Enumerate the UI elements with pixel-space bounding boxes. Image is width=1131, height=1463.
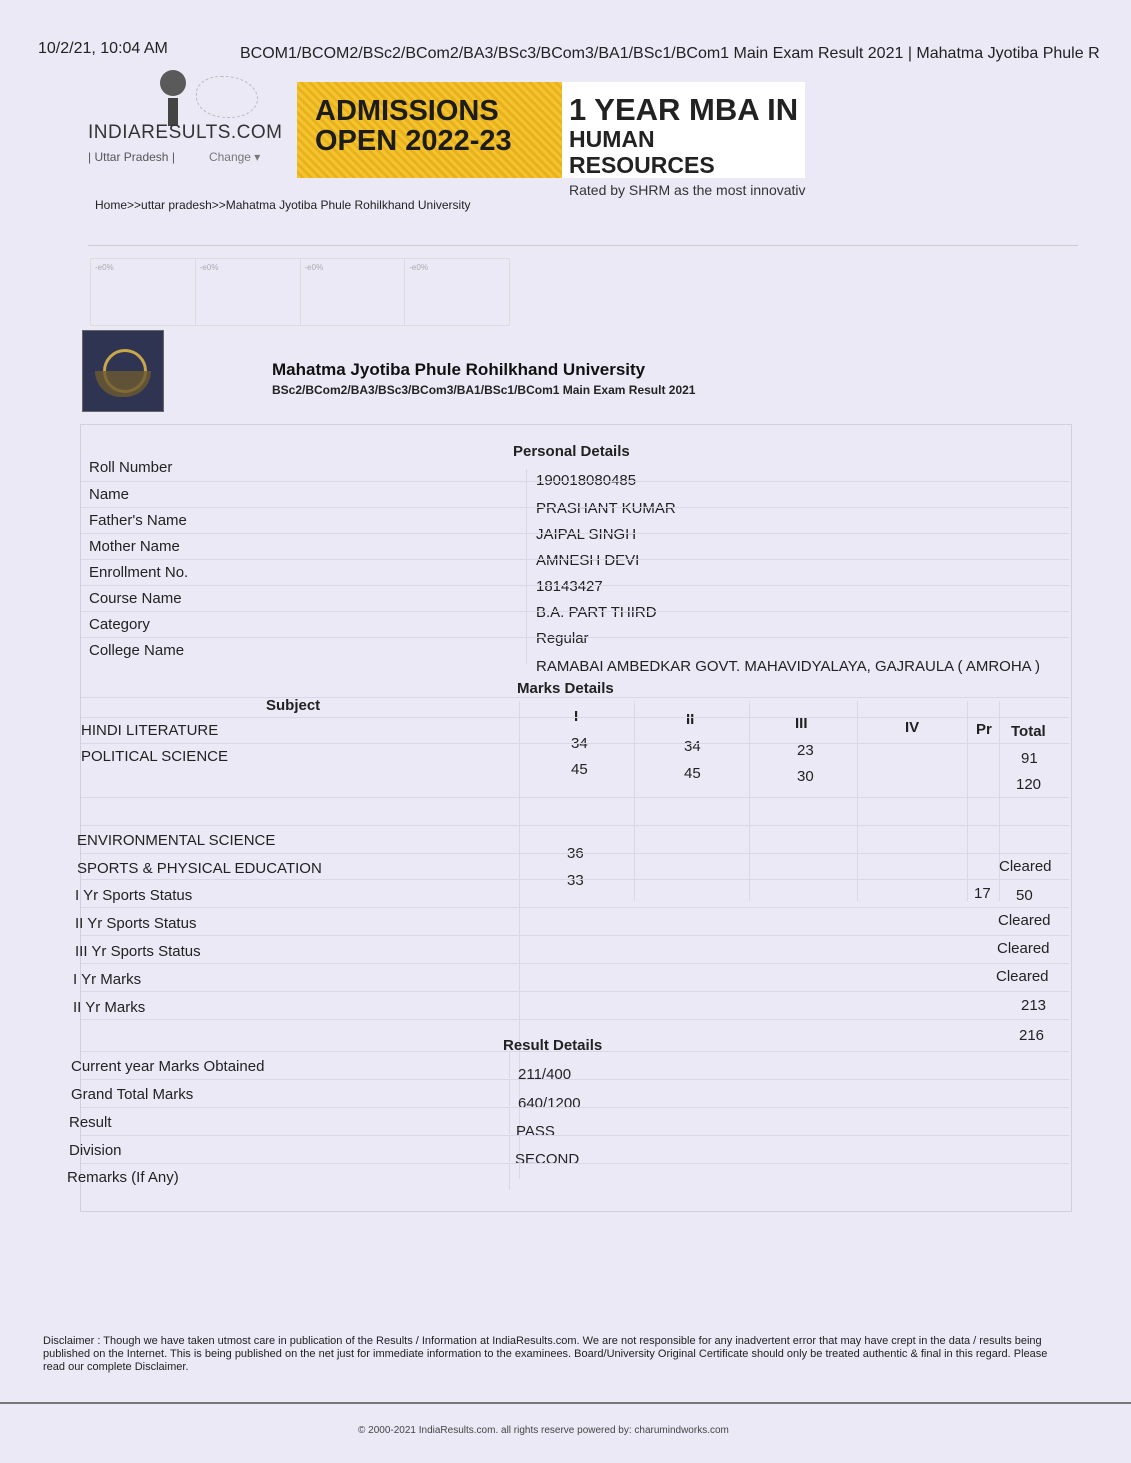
result-row bbox=[71, 1079, 1069, 1112]
value-cell bbox=[509, 1108, 1053, 1134]
detail-value: Regular bbox=[536, 630, 589, 647]
ad-tile[interactable]: -e0% bbox=[91, 259, 196, 325]
print-datetime: 10/2/21, 10:04 AM bbox=[38, 40, 168, 57]
result-label: Remarks (If Any) bbox=[67, 1169, 179, 1186]
state-selector bbox=[88, 150, 260, 164]
detail-value: RAMABAI AMBEDKAR GOVT. MAHAVIDYALAYA, GAJRAULA ( AMROHA ) bbox=[536, 658, 1041, 675]
detail-value: JAIPAL SINGH bbox=[536, 526, 637, 543]
detail-label: Roll Number bbox=[89, 459, 173, 476]
result-row bbox=[69, 1135, 1069, 1168]
empty-row bbox=[81, 797, 1069, 824]
header-pr: Pr bbox=[976, 721, 992, 738]
seal-hands-icon bbox=[95, 371, 151, 397]
detail-value: AMNESH DEVI bbox=[536, 552, 640, 569]
mark-total: Cleared bbox=[999, 858, 1052, 875]
mark-total: 91 bbox=[1021, 750, 1038, 767]
subject-name: SPORTS & PHYSICAL EDUCATION bbox=[77, 860, 322, 877]
detail-row bbox=[81, 559, 1069, 595]
detail-row bbox=[81, 507, 1069, 543]
exam-name: BSc2/BCom2/BA3/BSc3/BCom3/BA1/BSc1/BCom1 Main Exam Result 2021 bbox=[272, 383, 696, 397]
result-row bbox=[67, 1163, 1069, 1190]
logo-dot-icon bbox=[160, 70, 186, 96]
result-details-heading: Result Details bbox=[503, 1037, 603, 1054]
print-page-title: BCOM1/BCOM2/BSc2/BCom2/BA3/BSc3/BCom3/BA1/BSc1/BCom1 Main Exam Result 2021 | Mahatma Jyotiba Phule R bbox=[240, 45, 1100, 62]
banner-line2: OPEN 2022-23 bbox=[315, 125, 512, 157]
banner-admissions-panel bbox=[297, 82, 562, 178]
detail-label: Mother Name bbox=[89, 538, 180, 555]
detail-value: PRASHANT KUMAR bbox=[536, 500, 676, 517]
header-total: Total bbox=[1011, 723, 1046, 740]
status-row bbox=[73, 991, 1069, 1018]
result-value: PASS bbox=[516, 1123, 555, 1140]
footer-copyright: © 2000-2021 IndiaResults.com. all rights reserve powered by: charumindworks.com bbox=[358, 1425, 729, 1436]
detail-row bbox=[81, 611, 1069, 647]
detail-label: Course Name bbox=[89, 590, 182, 607]
personal-details-heading: Personal Details bbox=[513, 443, 630, 460]
status-row bbox=[73, 963, 1069, 990]
subject-name: POLITICAL SCIENCE bbox=[81, 748, 228, 765]
ad-tile[interactable]: -e0% bbox=[301, 259, 406, 325]
value-cell bbox=[509, 1136, 1053, 1162]
mark-ii: 45 bbox=[684, 765, 701, 782]
detail-row bbox=[81, 533, 1069, 569]
detail-value: 190018080485 bbox=[536, 472, 637, 489]
logo-text: INDIARESULTS.COM bbox=[88, 122, 283, 143]
banner-mba-panel bbox=[569, 94, 806, 198]
mark-i: 45 bbox=[571, 761, 588, 778]
breadcrumb[interactable]: Home>>uttar pradesh>>Mahatma Jyotiba Phule Rohilkhand University bbox=[95, 198, 471, 212]
status-label: III Yr Sports Status bbox=[75, 943, 201, 960]
mark-iii: 30 bbox=[797, 768, 814, 785]
uttar-pradesh-map-icon bbox=[196, 76, 258, 118]
mark-total: 50 bbox=[1016, 887, 1033, 904]
detail-row bbox=[81, 455, 1069, 489]
status-row bbox=[75, 907, 1069, 934]
mark-i: 33 bbox=[567, 872, 584, 889]
detail-label: Enrollment No. bbox=[89, 564, 189, 581]
marks-details-heading: Marks Details bbox=[517, 680, 614, 697]
header-i: I bbox=[574, 708, 579, 725]
value-cell bbox=[526, 612, 1070, 638]
status-value: 216 bbox=[1019, 1027, 1045, 1044]
result-value: 211/400 bbox=[518, 1066, 572, 1083]
header-subject: Subject bbox=[266, 697, 321, 714]
ad-tiles-row[interactable] bbox=[90, 258, 510, 326]
value-cell bbox=[509, 1164, 1053, 1190]
ad-tile[interactable]: -e0% bbox=[409, 263, 428, 272]
header-iii: III bbox=[795, 715, 808, 732]
status-value: Cleared bbox=[998, 912, 1051, 929]
status-value: Cleared bbox=[997, 940, 1050, 957]
header-ii: II bbox=[686, 711, 695, 728]
result-row bbox=[71, 1051, 1069, 1083]
detail-row bbox=[81, 637, 1069, 675]
banner-tagline: Rated by SHRM as the most innovativ bbox=[569, 182, 806, 198]
result-label: Division bbox=[69, 1142, 122, 1159]
mark-i: 34 bbox=[571, 735, 588, 752]
value-cell bbox=[509, 1052, 1053, 1078]
subject-name: ENVIRONMENTAL SCIENCE bbox=[77, 832, 276, 849]
result-label: Grand Total Marks bbox=[71, 1086, 194, 1103]
footer-divider bbox=[0, 1402, 1131, 1404]
header-iv: IV bbox=[905, 719, 920, 736]
status-value: 213 bbox=[1021, 997, 1047, 1014]
status-label: I Yr Sports Status bbox=[75, 887, 193, 904]
ad-banner[interactable] bbox=[297, 82, 806, 198]
detail-label: Father's Name bbox=[89, 512, 187, 529]
disclaimer: Disclaimer : Though we have taken utmost care in publication of the Results / Information at IndiaResults.com. We are not responsible for any inadvertent error that may have crept in the data / results being published on the Internet. This is being published on the net just for immediate information to the examinees. Board/University Original Certificate should only be treated authentic & final in this regard. Please read our complete Disclaimer. bbox=[43, 1335, 1048, 1373]
status-label: I Yr Marks bbox=[73, 971, 142, 988]
detail-value: 18143427 bbox=[536, 578, 603, 595]
detail-label: Name bbox=[89, 486, 130, 503]
detail-row bbox=[81, 585, 1069, 621]
detail-row bbox=[81, 481, 1069, 517]
detail-label: Category bbox=[89, 616, 150, 633]
banner-title2: HUMAN RESOURCES bbox=[569, 126, 715, 178]
status-row bbox=[75, 879, 1069, 906]
change-state-link[interactable]: Change ▾ bbox=[208, 150, 261, 164]
mark-ii: 34 bbox=[684, 738, 701, 755]
status-label: II Yr Marks bbox=[73, 999, 146, 1016]
subject-name: HINDI LITERATURE bbox=[81, 722, 219, 739]
mark-pr: 17 bbox=[974, 885, 991, 902]
banner-title1: 1 YEAR MBA IN bbox=[569, 92, 799, 127]
banner-line1: ADMISSIONS bbox=[315, 95, 499, 127]
university-seal-icon bbox=[82, 330, 164, 412]
result-label: Result bbox=[69, 1114, 112, 1131]
result-label: Current year Marks Obtained bbox=[71, 1058, 265, 1075]
status-label: II Yr Sports Status bbox=[75, 915, 197, 932]
result-card bbox=[67, 424, 1072, 1212]
result-row bbox=[69, 1107, 1069, 1140]
status-row bbox=[75, 935, 1069, 962]
value-cell bbox=[526, 560, 1070, 586]
status-value: Cleared bbox=[996, 968, 1049, 985]
result-value: 640/1200 bbox=[518, 1095, 581, 1112]
divider bbox=[88, 245, 1078, 246]
mark-i: 36 bbox=[567, 845, 584, 862]
state-label: | Uttar Pradesh | bbox=[88, 150, 175, 164]
university-name: Mahatma Jyotiba Phule Rohilkhand University bbox=[272, 360, 646, 379]
detail-label: College Name bbox=[89, 642, 185, 659]
value-cell bbox=[509, 1080, 1053, 1106]
detail-value: B.A. PART THIRD bbox=[536, 604, 657, 621]
mark-iii: 23 bbox=[797, 742, 814, 759]
result-value: SECOND bbox=[515, 1151, 580, 1168]
site-logo[interactable] bbox=[88, 70, 283, 170]
mark-total: 120 bbox=[1016, 776, 1042, 793]
ad-tile[interactable]: -e0% bbox=[196, 259, 301, 325]
